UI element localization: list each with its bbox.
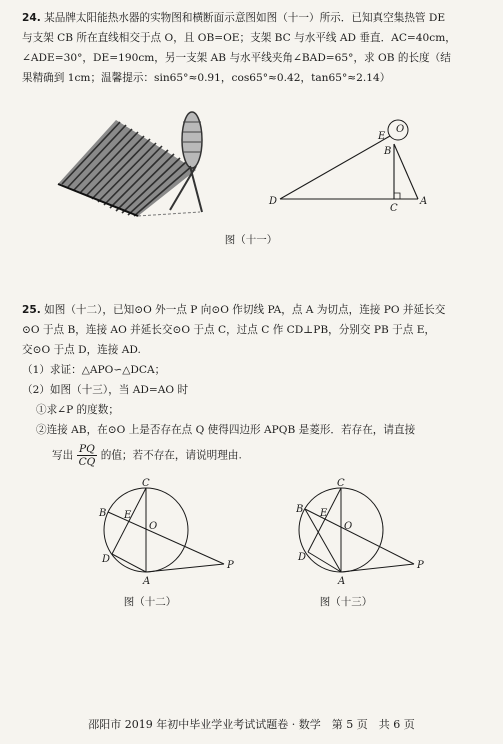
q25-part1: （1）求证：△APO∽△DCA；	[22, 364, 166, 376]
fig12-label-o: O	[149, 521, 158, 532]
q25-sub3: 写出 $\frac{PQ}{CQ}$ 的值；若不存在，请说明理由.	[52, 443, 242, 468]
figure-11-diagram	[266, 112, 456, 216]
fig13-label-o: O	[344, 521, 353, 532]
fig11-label-e: E	[378, 131, 386, 142]
fig12-label-a: A	[143, 576, 151, 587]
pq-over-cq-fraction: $\frac{PQ}{CQ}$	[78, 443, 96, 468]
q25-line2: ⊙O 于点 B，连接 AO 并延长交⊙O 于点 C，过点 C 作 CD⊥PB，分别交 PB 于点 E，	[22, 324, 436, 336]
fig11-label-d: D	[269, 196, 278, 207]
question-25	[22, 300, 484, 468]
fig12-label-p: P	[227, 560, 234, 571]
q25-line1: 25. 如图（十二），已知⊙O 外一点 P 向⊙O 作切线 PA，点 A 为切点，连接 PO 并延长交	[22, 304, 446, 316]
q25-line3: 交⊙O 于点 D，连接 AD.	[22, 344, 141, 356]
q25-sub1: ①求∠P 的度数；	[36, 404, 119, 416]
q25-sub2: ②连接 AB，在⊙O 上是否存在点 Q 使得四边形 APQB 是菱形．若存在，请直接	[36, 424, 416, 436]
q24-line4: 果精确到 1cm；温馨提示：sin65°≈0.91，cos65°≈0.42，tan65°≈2.14）	[22, 72, 391, 84]
q24-line2: 与支架 CB 所在直线相交于点 O，且 OB=OE；支架 BC 与水平线 AD 垂直．AC=40cm，	[22, 32, 456, 44]
q24-number: 24.	[22, 12, 41, 24]
fig13-label-d: D	[298, 552, 307, 563]
fig13-label-a: A	[338, 576, 346, 587]
fig12-label-d: D	[102, 554, 111, 565]
fig11-label-a: A	[420, 196, 428, 207]
page-footer: 邵阳市 2019 年初中毕业学业考试试题卷 · 数学 第 5 页 共 6 页	[88, 718, 415, 731]
fig12-label-e: E	[124, 510, 132, 521]
figure-12-caption: 图（十二）	[123, 596, 177, 608]
fig13-label-e: E	[320, 508, 328, 519]
figure-13-caption: 图（十三）	[319, 596, 373, 608]
fig13-label-b: B	[296, 504, 304, 515]
fig11-label-c: C	[390, 203, 398, 214]
fig13-label-c: C	[337, 478, 345, 489]
solar-heater-photo	[50, 108, 215, 220]
fig11-label-o: O	[396, 124, 405, 135]
q24-line3: ∠ADE=30°，DE=190cm，另一支架 AB 与水平线夹角∠BAD=65°，求 OB 的长度（结	[22, 52, 451, 64]
fig12-label-b: B	[99, 508, 107, 519]
fig13-label-p: P	[417, 560, 424, 571]
q24-line1: 24. 某品牌太阳能热水器的实物图和横断面示意图如图（十一）所示．已知真空集热管 DE	[22, 12, 446, 24]
figure-13-diagram	[296, 478, 446, 588]
figure-12-diagram	[96, 478, 246, 588]
figure-11-caption: 图（十一）	[224, 234, 278, 246]
q25-number: 25.	[22, 304, 41, 316]
fig11-label-b: B	[384, 146, 392, 157]
fig12-label-c: C	[142, 478, 150, 489]
question-24	[22, 8, 484, 88]
q25-part2: （2）如图（十三），当 AD=AO 时	[22, 384, 189, 396]
